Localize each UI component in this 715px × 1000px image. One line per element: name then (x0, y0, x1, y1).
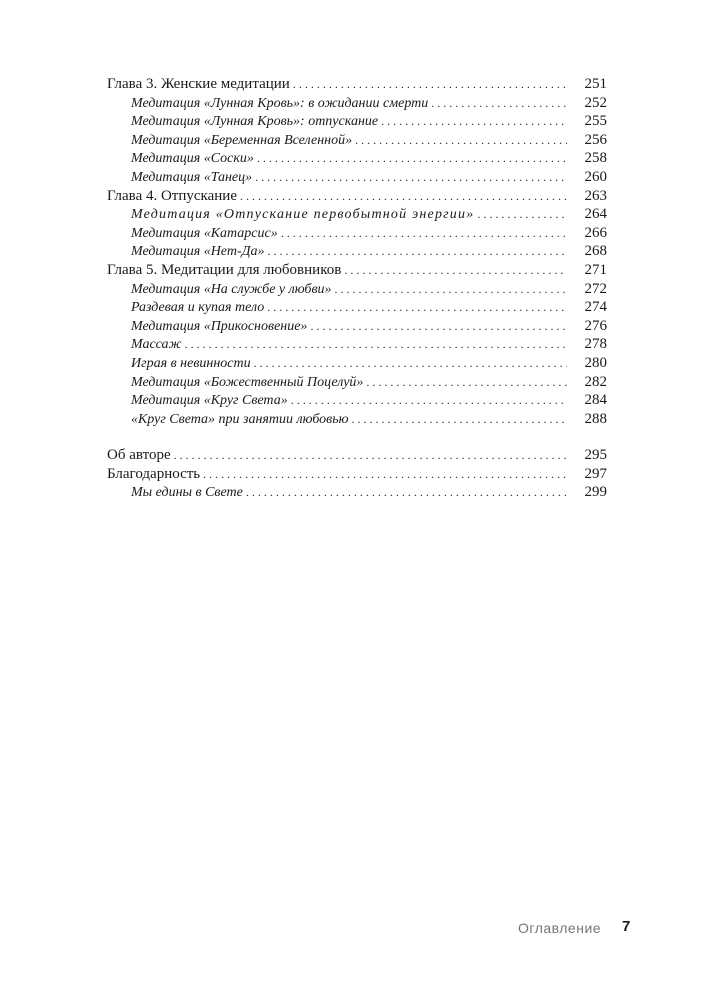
toc-page-number: 263 (584, 187, 607, 204)
toc-page-number: 274 (584, 299, 607, 316)
dot-leader (293, 75, 567, 94)
toc-entry-title: Медитация «Соски» (131, 151, 254, 167)
toc-page-number: 288 (584, 410, 607, 427)
toc-entry[interactable] (107, 168, 607, 187)
toc-entry[interactable] (107, 112, 607, 131)
toc-entry-title: Медитация «Круг Света» (131, 393, 288, 409)
toc-entry-title: «Круг Света» при занятии любовью (131, 411, 349, 427)
toc-page-number: 251 (584, 76, 607, 92)
toc-page-number: 271 (584, 261, 607, 278)
dot-leader (310, 317, 567, 336)
dot-leader (254, 354, 567, 373)
toc-entry-title: Мы едины в Свете (131, 485, 243, 501)
dot-leader (431, 94, 567, 113)
toc-page-number: 280 (584, 354, 607, 371)
toc-entry[interactable] (107, 149, 607, 168)
toc-page-number: 295 (584, 447, 607, 464)
toc-page-number: 256 (584, 131, 607, 148)
toc-entry-chapter-5[interactable] (107, 261, 607, 280)
toc-page-number: 284 (584, 392, 607, 409)
toc-entry[interactable] (107, 483, 607, 502)
toc-page-number: 282 (584, 373, 607, 390)
toc-entry[interactable] (107, 354, 607, 373)
toc-page-number: 255 (584, 113, 607, 130)
toc-page-number: 297 (584, 465, 607, 482)
toc-entry-chapter-4[interactable] (107, 187, 607, 206)
toc-entry-title: Раздевая и купая тело (131, 300, 265, 316)
dot-leader (185, 335, 567, 354)
toc-entry-title: Медитация «На службе у любви» (131, 281, 332, 297)
toc-entry-title: Глава 4. Отпускание (107, 187, 237, 204)
dot-leader (344, 261, 567, 280)
toc-entry-title: Медитация «Нет-Да» (131, 244, 265, 260)
toc-page-number: 266 (584, 224, 607, 241)
toc-page-number: 299 (584, 484, 607, 501)
toc-entry[interactable] (107, 131, 607, 150)
dot-leader (281, 224, 567, 243)
toc-page-number: 276 (584, 317, 607, 334)
table-of-contents (107, 75, 607, 502)
toc-entry[interactable] (107, 242, 607, 261)
toc-entry-chapter-3[interactable] (107, 75, 607, 94)
toc-entry-title: Глава 3. Женские медитации (107, 76, 290, 92)
dot-leader (477, 205, 567, 224)
dot-leader (291, 391, 567, 410)
toc-entry[interactable] (107, 298, 607, 317)
toc-entry[interactable] (107, 205, 607, 224)
toc-page-number: 272 (584, 280, 607, 297)
toc-page-number: 278 (584, 336, 607, 353)
dot-leader (174, 446, 567, 465)
dot-leader (268, 242, 567, 261)
toc-entry-title: Глава 5. Медитации для любовников (107, 261, 342, 278)
toc-entry-title: Медитация «Лунная Кровь»: отпускание (131, 114, 379, 130)
toc-entry[interactable] (107, 410, 607, 429)
dot-leader (381, 112, 567, 131)
toc-entry-title: Медитация «Лунная Кровь»: в ожидании смерти (131, 95, 429, 111)
toc-entry-title: Об авторе (107, 447, 171, 464)
toc-entry-about-author[interactable] (107, 446, 607, 465)
toc-page-number: 260 (584, 168, 607, 185)
toc-entry-title: Массаж (131, 337, 182, 353)
dot-leader (335, 280, 567, 299)
toc-page-number: 252 (584, 94, 607, 111)
dot-leader (255, 168, 567, 187)
toc-entry-title: Благодарность (107, 465, 201, 482)
toc-entry[interactable] (107, 335, 607, 354)
dot-leader (352, 410, 567, 429)
dot-leader (240, 187, 567, 206)
toc-entry-title: Медитация «Беременная Вселенной» (131, 132, 353, 148)
toc-entry-title: Медитация «Танец» (131, 169, 253, 185)
dot-leader (203, 465, 567, 484)
toc-entry-title: Медитация «Божественный Поцелуй» (131, 374, 364, 390)
dot-leader (366, 373, 567, 392)
toc-page-number: 258 (584, 150, 607, 167)
toc-entry[interactable] (107, 94, 607, 113)
toc-entry-title: Медитация «Отпускание первобытной энергии» (131, 207, 475, 223)
dot-leader (246, 483, 567, 502)
toc-entry[interactable] (107, 317, 607, 336)
toc-page-number: 264 (584, 206, 607, 223)
running-footer-section-title: Оглавление (518, 920, 602, 936)
toc-entry[interactable] (107, 391, 607, 410)
toc-entry-title: Медитация «Прикосновение» (131, 318, 308, 334)
page-number: 7 (622, 918, 631, 935)
dot-leader (257, 149, 567, 168)
toc-entry[interactable] (107, 280, 607, 299)
toc-entry[interactable] (107, 373, 607, 392)
toc-entry-title: Медитация «Катарсис» (131, 225, 278, 241)
toc-page-number: 268 (584, 243, 607, 260)
toc-entry[interactable] (107, 224, 607, 243)
dot-leader (267, 298, 567, 317)
toc-entry-acknowledgements[interactable] (107, 465, 607, 484)
dot-leader (355, 131, 567, 150)
toc-entry-title: Играя в невинности (131, 355, 251, 371)
